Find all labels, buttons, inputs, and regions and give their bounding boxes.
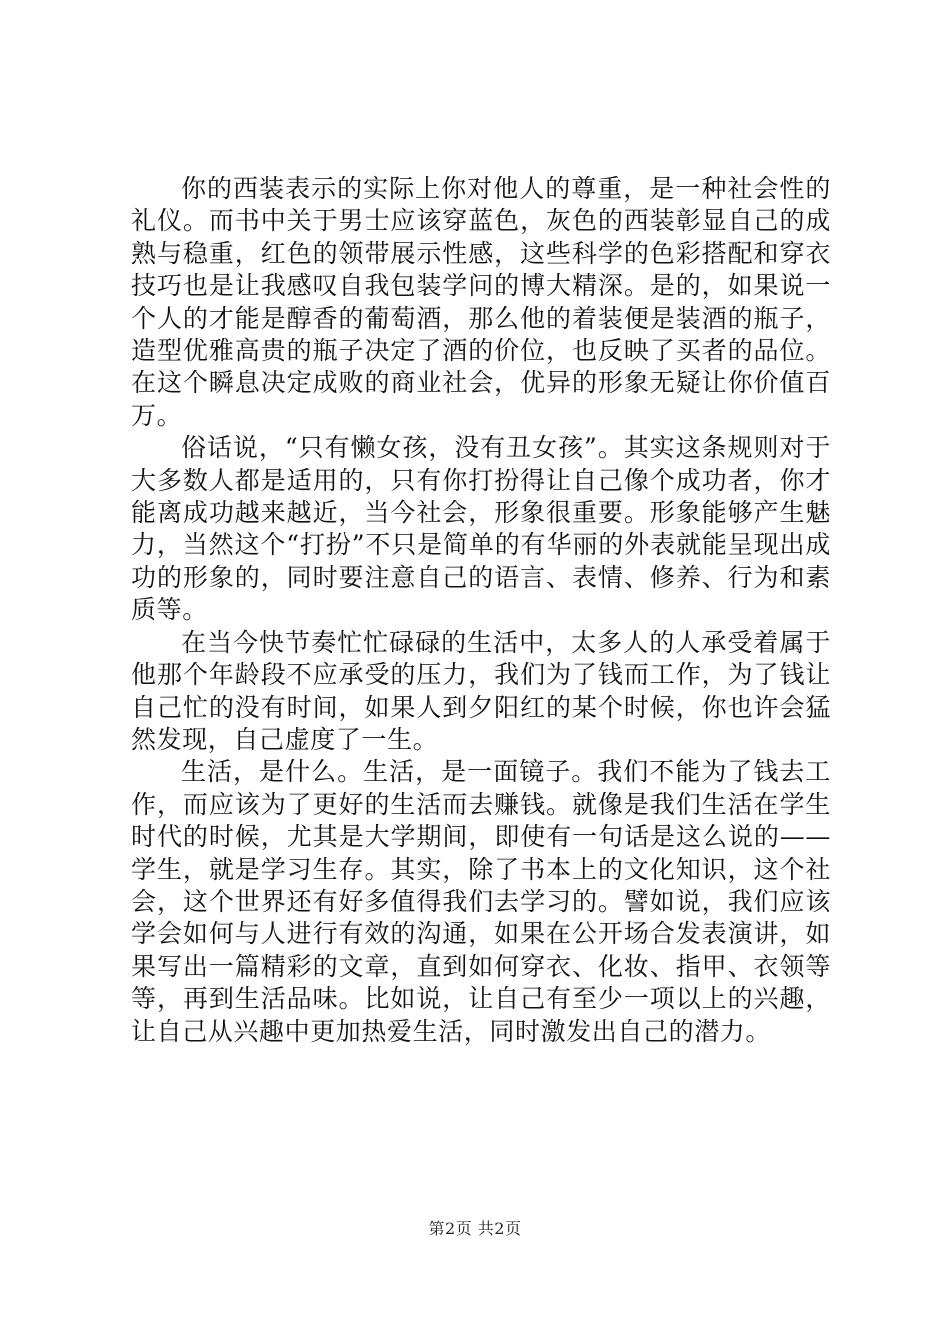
document-body (131, 173, 831, 1048)
page-footer: 第2页 共2页 (428, 1219, 522, 1238)
paragraph-2: 俗话说，“只有懒女孩，没有丑女孩”。其实这条规则对于大多数人都是适用的，只有你打扮得让自己像个成功者，你才能离成功越来越近，当今社会，形象很重要。形象能够产生魅力，当然这个“打扮”不只是简单的有华丽的外表就能呈现出成功的形象的，同时要注意自己的语言、表情、修养、行为和素质等。 (131, 433, 831, 625)
paragraph-4: 生活，是什么。生活，是一面镜子。我们不能为了钱去工作，而应该为了更好的生活而去赚钱。就像是我们生活在学生时代的时候，尤其是大学期间，即使有一句话是这么说的——学生，就是学习生存。其实，除了书本上的文化知识，这个社会，这个世界还有好多值得我们去学习的。譬如说，我们应该学会如何与人进行有效的沟通，如果在公开场合发表演讲，如果写出一篇精彩的文章，直到如何穿衣、化妆、指甲、衣领等等，再到生活品味。比如说，让自己有至少一项以上的兴趣，让自己从兴趣中更加热爱生活，同时激发出自己的潜力。 (131, 757, 831, 1046)
paragraph-1: 你的西装表示的实际上你对他人的尊重，是一种社会性的礼仪。而书中关于男士应该穿蓝色，灰色的西装彰显自己的成熟与稳重，红色的领带展示性感，这些科学的色彩搭配和穿衣技巧也是让我感叹自我包装学问的博大精深。是的，如果说一个人的才能是醇香的葡萄酒，那么他的着装便是装酒的瓶子，造型优雅高贵的瓶子决定了酒的价位，也反映了买者的品位。在这个瞬息决定成败的商业社会，优异的形象无疑让你价值百万。 (131, 174, 831, 430)
paragraph-3: 在当今快节奏忙忙碌碌的生活中，太多人的人承受着属于他那个年龄段不应承受的压力，我们为了钱而工作，为了钱让自己忙的没有时间，如果人到夕阳红的某个时候，你也许会猛然发现，自己虚度了一生。 (131, 627, 831, 754)
